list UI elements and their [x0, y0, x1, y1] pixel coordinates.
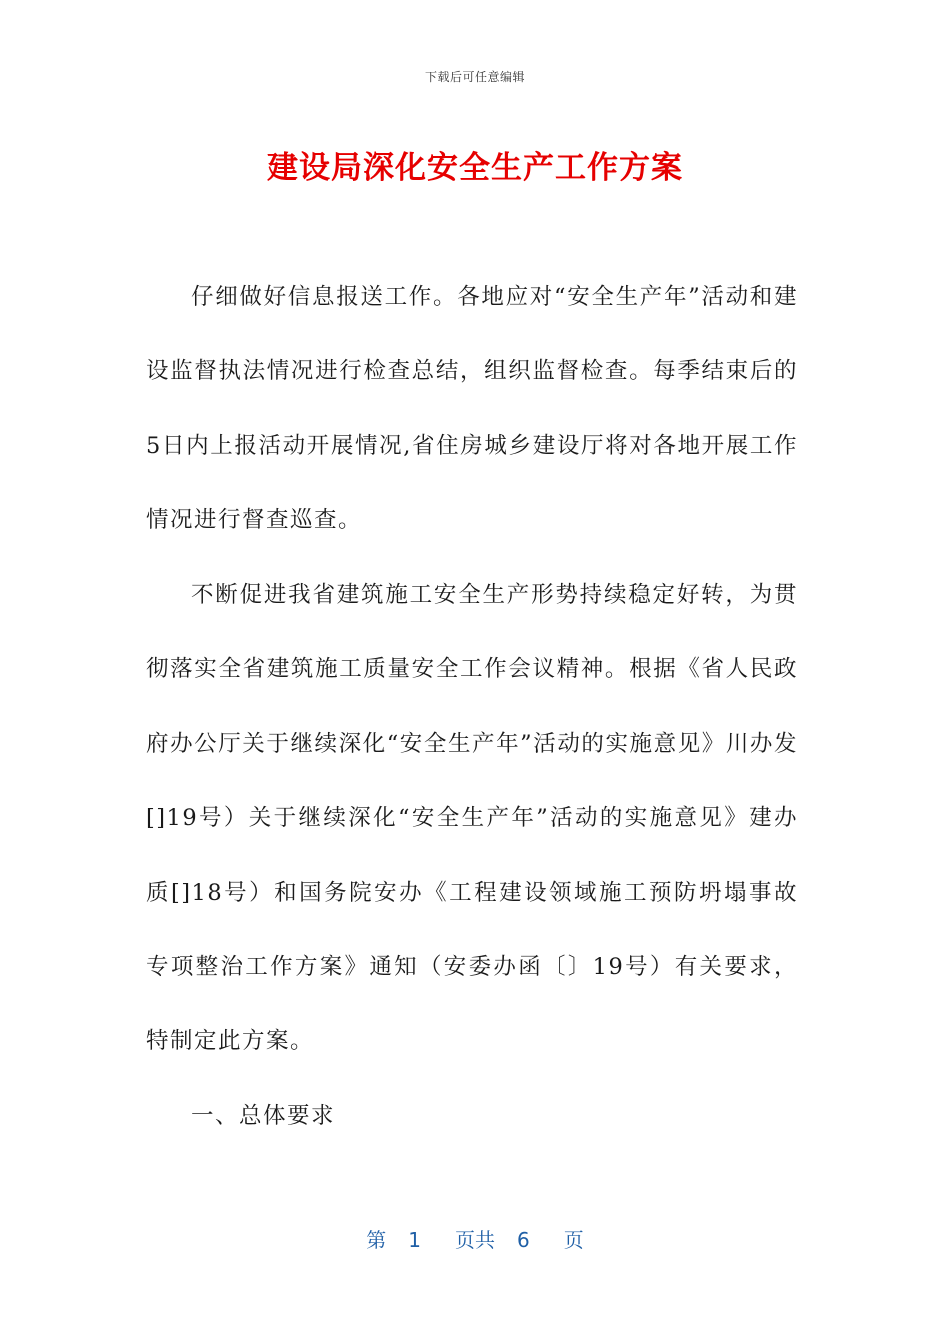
paragraph-purpose: 不断促进我省建筑施工安全生产形势持续稳定好转，为贯彻落实全省建筑施工质量安全工作会议精神。根据《省人民政府办公厅关于继续深化“安全生产年”活动的实施意见》川办发[]19号）关于继续深化“安全生产年”活动的实施意见》建办质[]18号）和国务院安办《工程建设领域施工预防坍塌事故专项整治工作方案》通知（安委办函〔〕19号）有关要求，特制定此方案。 — [146, 582, 798, 1055]
document-title: 建设局深化安全生产工作方案 — [267, 150, 683, 186]
header-note: 下载后可任意编辑 — [424, 70, 525, 84]
footer-label-end: 页 — [563, 1228, 584, 1252]
section-heading-general-requirements: 一、总体要求 — [191, 1103, 336, 1129]
footer-current-page: 1 — [408, 1228, 421, 1252]
page-footer — [0, 1224, 950, 1253]
footer-total-pages: 6 — [517, 1228, 530, 1252]
footer-label-page: 第 — [366, 1228, 387, 1252]
paragraph-info-reporting: 仔细做好信息报送工作。各地应对“安全生产年”活动和建设监督执法情况进行检查总结，组织监督检查。每季结束后的5日内上报活动开展情况,省住房城乡建设厅将对各地开展工作情况进行督查巡查。 — [146, 284, 798, 534]
footer-label-of: 页共 — [455, 1228, 495, 1252]
